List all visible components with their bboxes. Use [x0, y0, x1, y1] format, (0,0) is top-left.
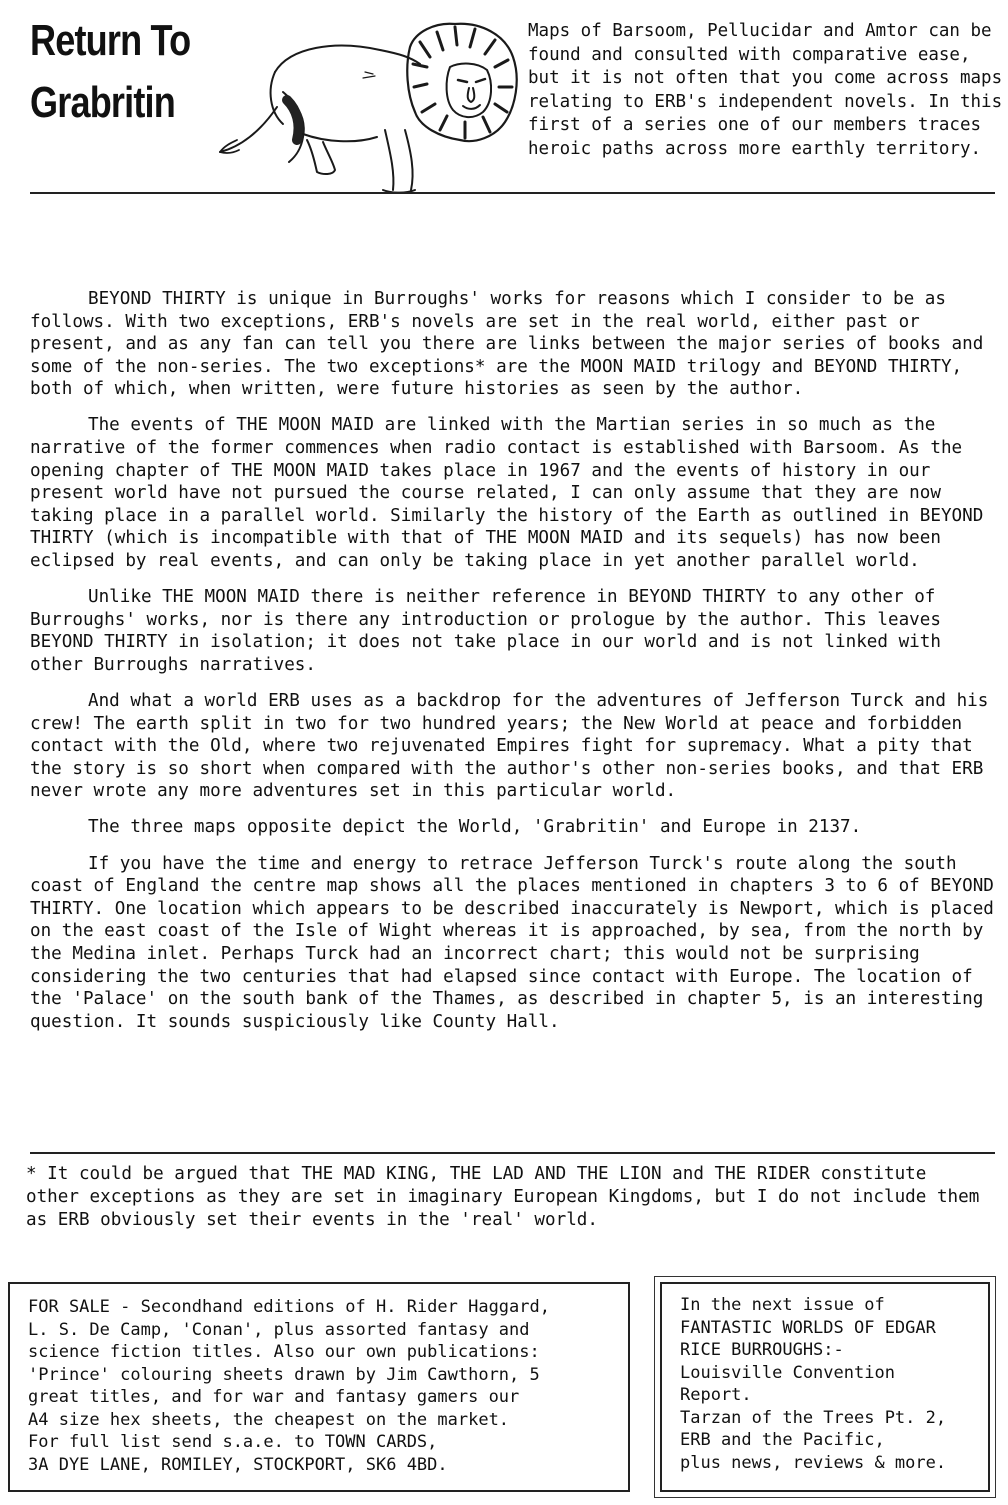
advert-line: For full list send s.a.e. to TOWN CARDS, — [28, 1432, 438, 1452]
next-issue-line: Report. — [680, 1385, 752, 1405]
article-body — [30, 288, 998, 1047]
title-line-1: Return To — [30, 16, 191, 65]
page-title — [30, 10, 202, 134]
next-issue-line: Tarzan of the Trees Pt. 2, — [680, 1407, 947, 1428]
next-issue-line: plus news, reviews & more. — [680, 1452, 947, 1473]
for-sale-advert — [8, 1282, 630, 1492]
article-paragraph: The three maps opposite depict the World, 'Grabritin' and Europe in 2137. — [88, 817, 862, 838]
section-divider — [30, 192, 995, 194]
article-paragraph: BEYOND THIRTY is unique in Burroughs' works for reasons which I consider to be as follows. With two exceptions, ERB's novels are set in the real world, either past or present, and as any fan can tell you there are links between the major series of books and some of the non-series. The two exceptions* are the MOON MAID trilogy and BEYOND THIRTY, both of which, when written, were future histories as seen by the author. — [30, 289, 984, 400]
article-paragraph: If you have the time and energy to retrace Jefferson Turck's route along the south coast of England the centre map shows all the places mentioned in chapters 3 to 6 of BEYOND THIRTY. One location which appears to be described inaccurately is Newport, which is placed on the east coast of the Isle of Wight whereas it is approached, by sea, from the north by the Medina inlet. Perhaps Turck had an incorrect chart; this would not be surprising considering the two centuries that had elapsed since contact with Europe. The location of the 'Palace' on the south bank of the Thames, as described in chapter 5, is an interesting question. It sounds suspiciously like County Hall. — [30, 853, 994, 1032]
title-line-2: Grabritin — [30, 78, 175, 127]
advert-line: great titles, and for war and fantasy gamers our — [28, 1387, 520, 1407]
next-issue-line: RICE BURROUGHS:- — [680, 1340, 844, 1360]
article-paragraph: Unlike THE MOON MAID there is neither reference in BEYOND THIRTY to any other of Burroughs' works, nor is there any introduction or prologue by the author. This leaves BEYOND THIRTY in isolation; it does not take place in our world and is not linked with other Burroughs narratives. — [30, 587, 941, 675]
advert-line: A4 size hex sheets, the cheapest on the market. — [28, 1409, 510, 1430]
advert-line: FOR SALE - Secondhand editions of H. Rider Haggard, — [28, 1297, 550, 1317]
next-issue-box — [660, 1282, 990, 1492]
advert-line: science fiction titles. Also our own publications: — [28, 1342, 540, 1362]
advert-line: L. S. De Camp, 'Conan', plus assorted fantasy and — [28, 1319, 530, 1340]
next-issue-line: In the next issue of — [680, 1295, 885, 1315]
next-issue-line: FANTASTIC WORLDS OF EDGAR — [680, 1317, 936, 1338]
article-paragraph: The events of THE MOON MAID are linked with the Martian series in so much as the narrative of the former commences when radio contact is established with Barsoom. As the opening chapter of THE MOON MAID takes place in 1967 and the events of history in our present world have not pursued the course related, I can only assume that they are now taking place in a parallel world. Similarly the history of the Earth as outlined in BEYOND THIRTY (which is incompatible with that of THE MOON MAID and its sequels) has now been eclipsed by real events, and can only be taking place in yet another parallel world. — [30, 415, 984, 572]
footnote: * It could be argued that THE MAD KING, THE LAD AND THE LION and THE RIDER constitute other exceptions as they are set in imaginary European Kingdoms, but I do not include them as ERB obviously set their events in the 'real' world. — [26, 1164, 980, 1230]
article-paragraph: And what a world ERB uses as a backdrop for the adventures of Jefferson Turck and his crew! The earth split in two for two hundred years; the New World at peace and forbidden contact with the Old, where two rejuvenated Empires fight for supremacy. What a pity that the story is so short when compared with the author's other non-series books, and that ERB never wrote any more adventures set in this particular world. — [30, 691, 989, 802]
next-issue-line: ERB and the Pacific, — [680, 1430, 885, 1450]
lion-drawing-icon — [215, 12, 525, 197]
advert-line: 3A DYE LANE, ROMILEY, STOCKPORT, SK6 4BD. — [28, 1454, 448, 1475]
next-issue-line: Louisville Convention — [680, 1362, 895, 1383]
intro-blurb: Maps of Barsoom, Pellucidar and Amtor can be found and consulted with comparative ease, but it is not often that you come across maps relating to ERB's independent novels. In this first of a series one of our members traces heroic paths across more earthly territory. — [528, 21, 1003, 159]
advert-line: 'Prince' colouring sheets drawn by Jim Cawthorn, 5 — [28, 1364, 540, 1385]
footnote-divider — [30, 1152, 995, 1154]
